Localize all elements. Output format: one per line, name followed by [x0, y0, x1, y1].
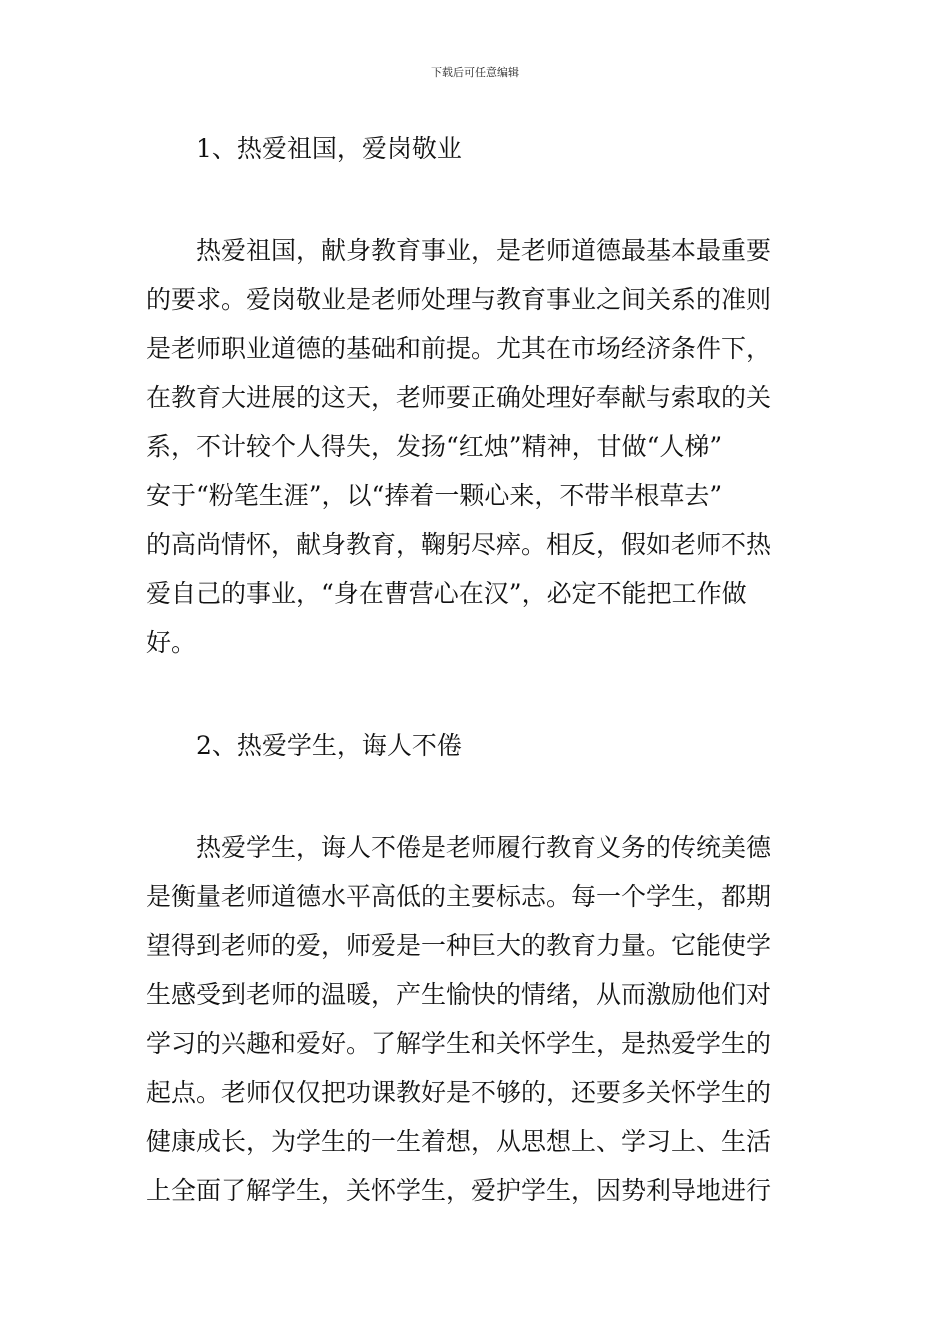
section-paragraph-1: [146, 233, 808, 674]
header-note: 下载后可任意编辑: [431, 66, 519, 79]
paragraph-line: 学习的兴趣和爱好。了解学生和关怀学生，是热爱学生的: [146, 1029, 772, 1058]
paragraph-line: 热爱学生，诲人不倦是老师履行教育义务的传统美德: [196, 833, 772, 862]
paragraph-line: 是衡量老师道德水平高低的主要标志。每一个学生，都期: [146, 882, 772, 911]
paragraph-line: 在教育大进展的这天，老师要正确处理好奉献与索取的关: [146, 383, 772, 412]
section-heading-1: 1、热爱祖国，爱岗敬业: [196, 134, 462, 163]
paragraph-line: 热爱祖国，献身教育事业，是老师道德最基本最重要: [196, 236, 772, 265]
paragraph-line: 健康成长，为学生的一生着想，从思想上、学习上、生活: [146, 1127, 772, 1156]
section-paragraph-2: [146, 830, 808, 1222]
paragraph-line: 的要求。爱岗敬业是老师处理与教育事业之间关系的准则: [146, 285, 772, 314]
paragraph-line: 起点。老师仅仅把功课教好是不够的，还要多关怀学生的: [146, 1078, 772, 1107]
section-heading-2: 2、热爱学生，诲人不倦: [196, 731, 462, 760]
paragraph-line: 系，不计较个人得失，发扬“红烛”精神，甘做“人梯”: [146, 432, 723, 461]
paragraph-line: 安于“粉笔生涯”，以“捧着一颗心来，不带半根草去”: [146, 481, 723, 510]
paragraph-line: 上全面了解学生，关怀学生，爱护学生，因势利导地进行: [146, 1176, 772, 1205]
paragraph-line: 生感受到老师的温暖，产生愉快的情绪，从而激励他们对: [146, 980, 772, 1009]
paragraph-line: 爱自己的事业，“身在曹营心在汉”，必定不能把工作做: [146, 579, 747, 608]
paragraph-line: 望得到老师的爱，师爱是一种巨大的教育力量。它能使学: [146, 931, 772, 960]
paragraph-line: 好。: [146, 628, 197, 657]
paragraph-line: 的高尚情怀，献身教育，鞠躬尽瘁。相反，假如老师不热: [146, 530, 772, 559]
paragraph-line: 是老师职业道德的基础和前提。尤其在市场经济条件下，: [146, 334, 772, 363]
